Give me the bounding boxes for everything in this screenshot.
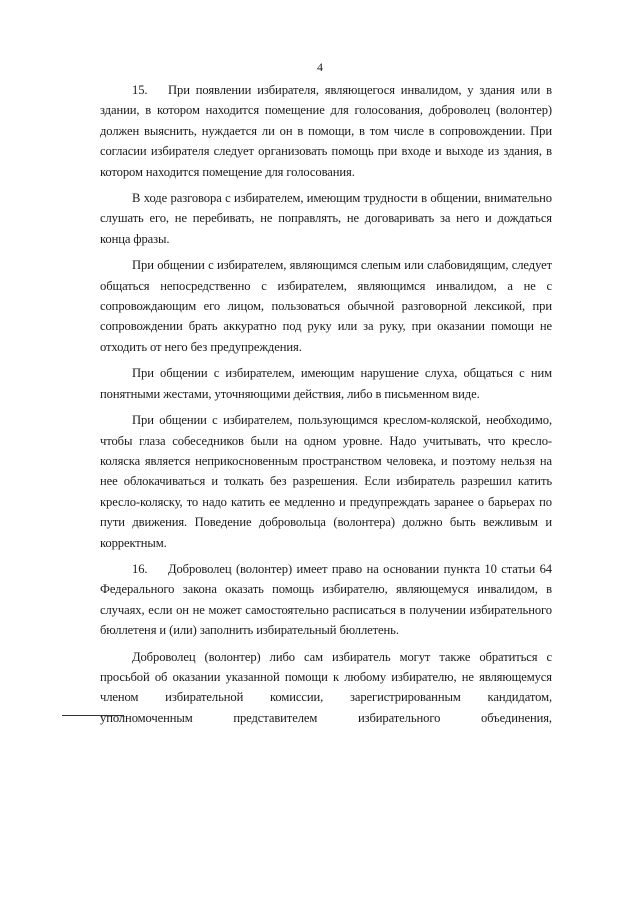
page-number: 4 bbox=[317, 60, 323, 74]
paragraph-15 bbox=[100, 80, 552, 182]
paragraph-text: В ходе разговора с избирателем, имеющим трудности в общении, внимательно слушать его, не перебивать, не поправлять, не договаривать за него и дождаться конца фразы. bbox=[100, 191, 552, 246]
paragraph-text: При появлении избирателя, являющегося инвалидом, у здания или в здании, в котором находится помещение для голосования, доброволец (волонтер) должен выяснить, нуждается ли он в помощи, в том числе в сопровождении. При согласии избирателя следует организовать помощь при входе и выходе из здания, в котором находится помещение для голосования. bbox=[100, 83, 552, 179]
paragraph-blind bbox=[100, 255, 552, 357]
paragraph-hearing bbox=[100, 363, 552, 404]
paragraph-text: При общении с избирателем, пользующимся креслом-коляской, необходимо, чтобы глаза собеседников были на одном уровне. Надо учитывать, что кресло-коляска является неприкосновенным пространством человека, и поэтому нельзя на нее облокачиваться и толкать без разрешения. Если избиратель разрешил катить кресло-коляску, то надо катить ее медленно и предупреждать заранее о барьерах по пути движения. Поведение добровольца (волонтера) должно быть вежливым и корректным. bbox=[100, 413, 552, 550]
paragraph-text: При общении с избирателем, являющимся слепым или слабовидящим, следует общаться непосредственно с избирателем, являющимся инвалидом, а не с сопровождающим его лицом, пользоваться обычной разговорной лексикой, при сопровождении брать аккуратно под руку или за руку, при оказании помощи не отходить от него без предупреждения. bbox=[100, 258, 552, 354]
paragraph-16 bbox=[100, 559, 552, 641]
paragraph-text: Доброволец (волонтер) имеет право на основании пункта 10 статьи 64 Федерального закона оказать помощь избирателю, являющемуся инвалидом, в случаях, если он не может самостоятельно расписаться в получении избирательного бюллетеня и (или) заполнить избирательный бюллетень. bbox=[100, 561, 552, 638]
document-body bbox=[100, 80, 552, 728]
paragraph-number: 16. bbox=[132, 561, 148, 576]
paragraph-conversation bbox=[100, 188, 552, 249]
paragraph-request bbox=[100, 647, 552, 729]
paragraph-wheelchair bbox=[100, 410, 552, 553]
footnote-separator bbox=[62, 715, 124, 716]
paragraph-text: Доброволец (волонтер) либо сам избиратель могут также обратиться с просьбой об оказании указанной помощи к любому избирателю, не являющемуся членом избирательной комиссии, зарегистрированным кандидатом, уполномоченным представителем избирательного объединения, bbox=[100, 649, 552, 725]
paragraph-text: При общении с избирателем, имеющим нарушение слуха, общаться с ним понятными жестами, уточняющими действия, либо в письменном виде. bbox=[100, 366, 552, 401]
paragraph-number: 15. bbox=[132, 83, 148, 97]
